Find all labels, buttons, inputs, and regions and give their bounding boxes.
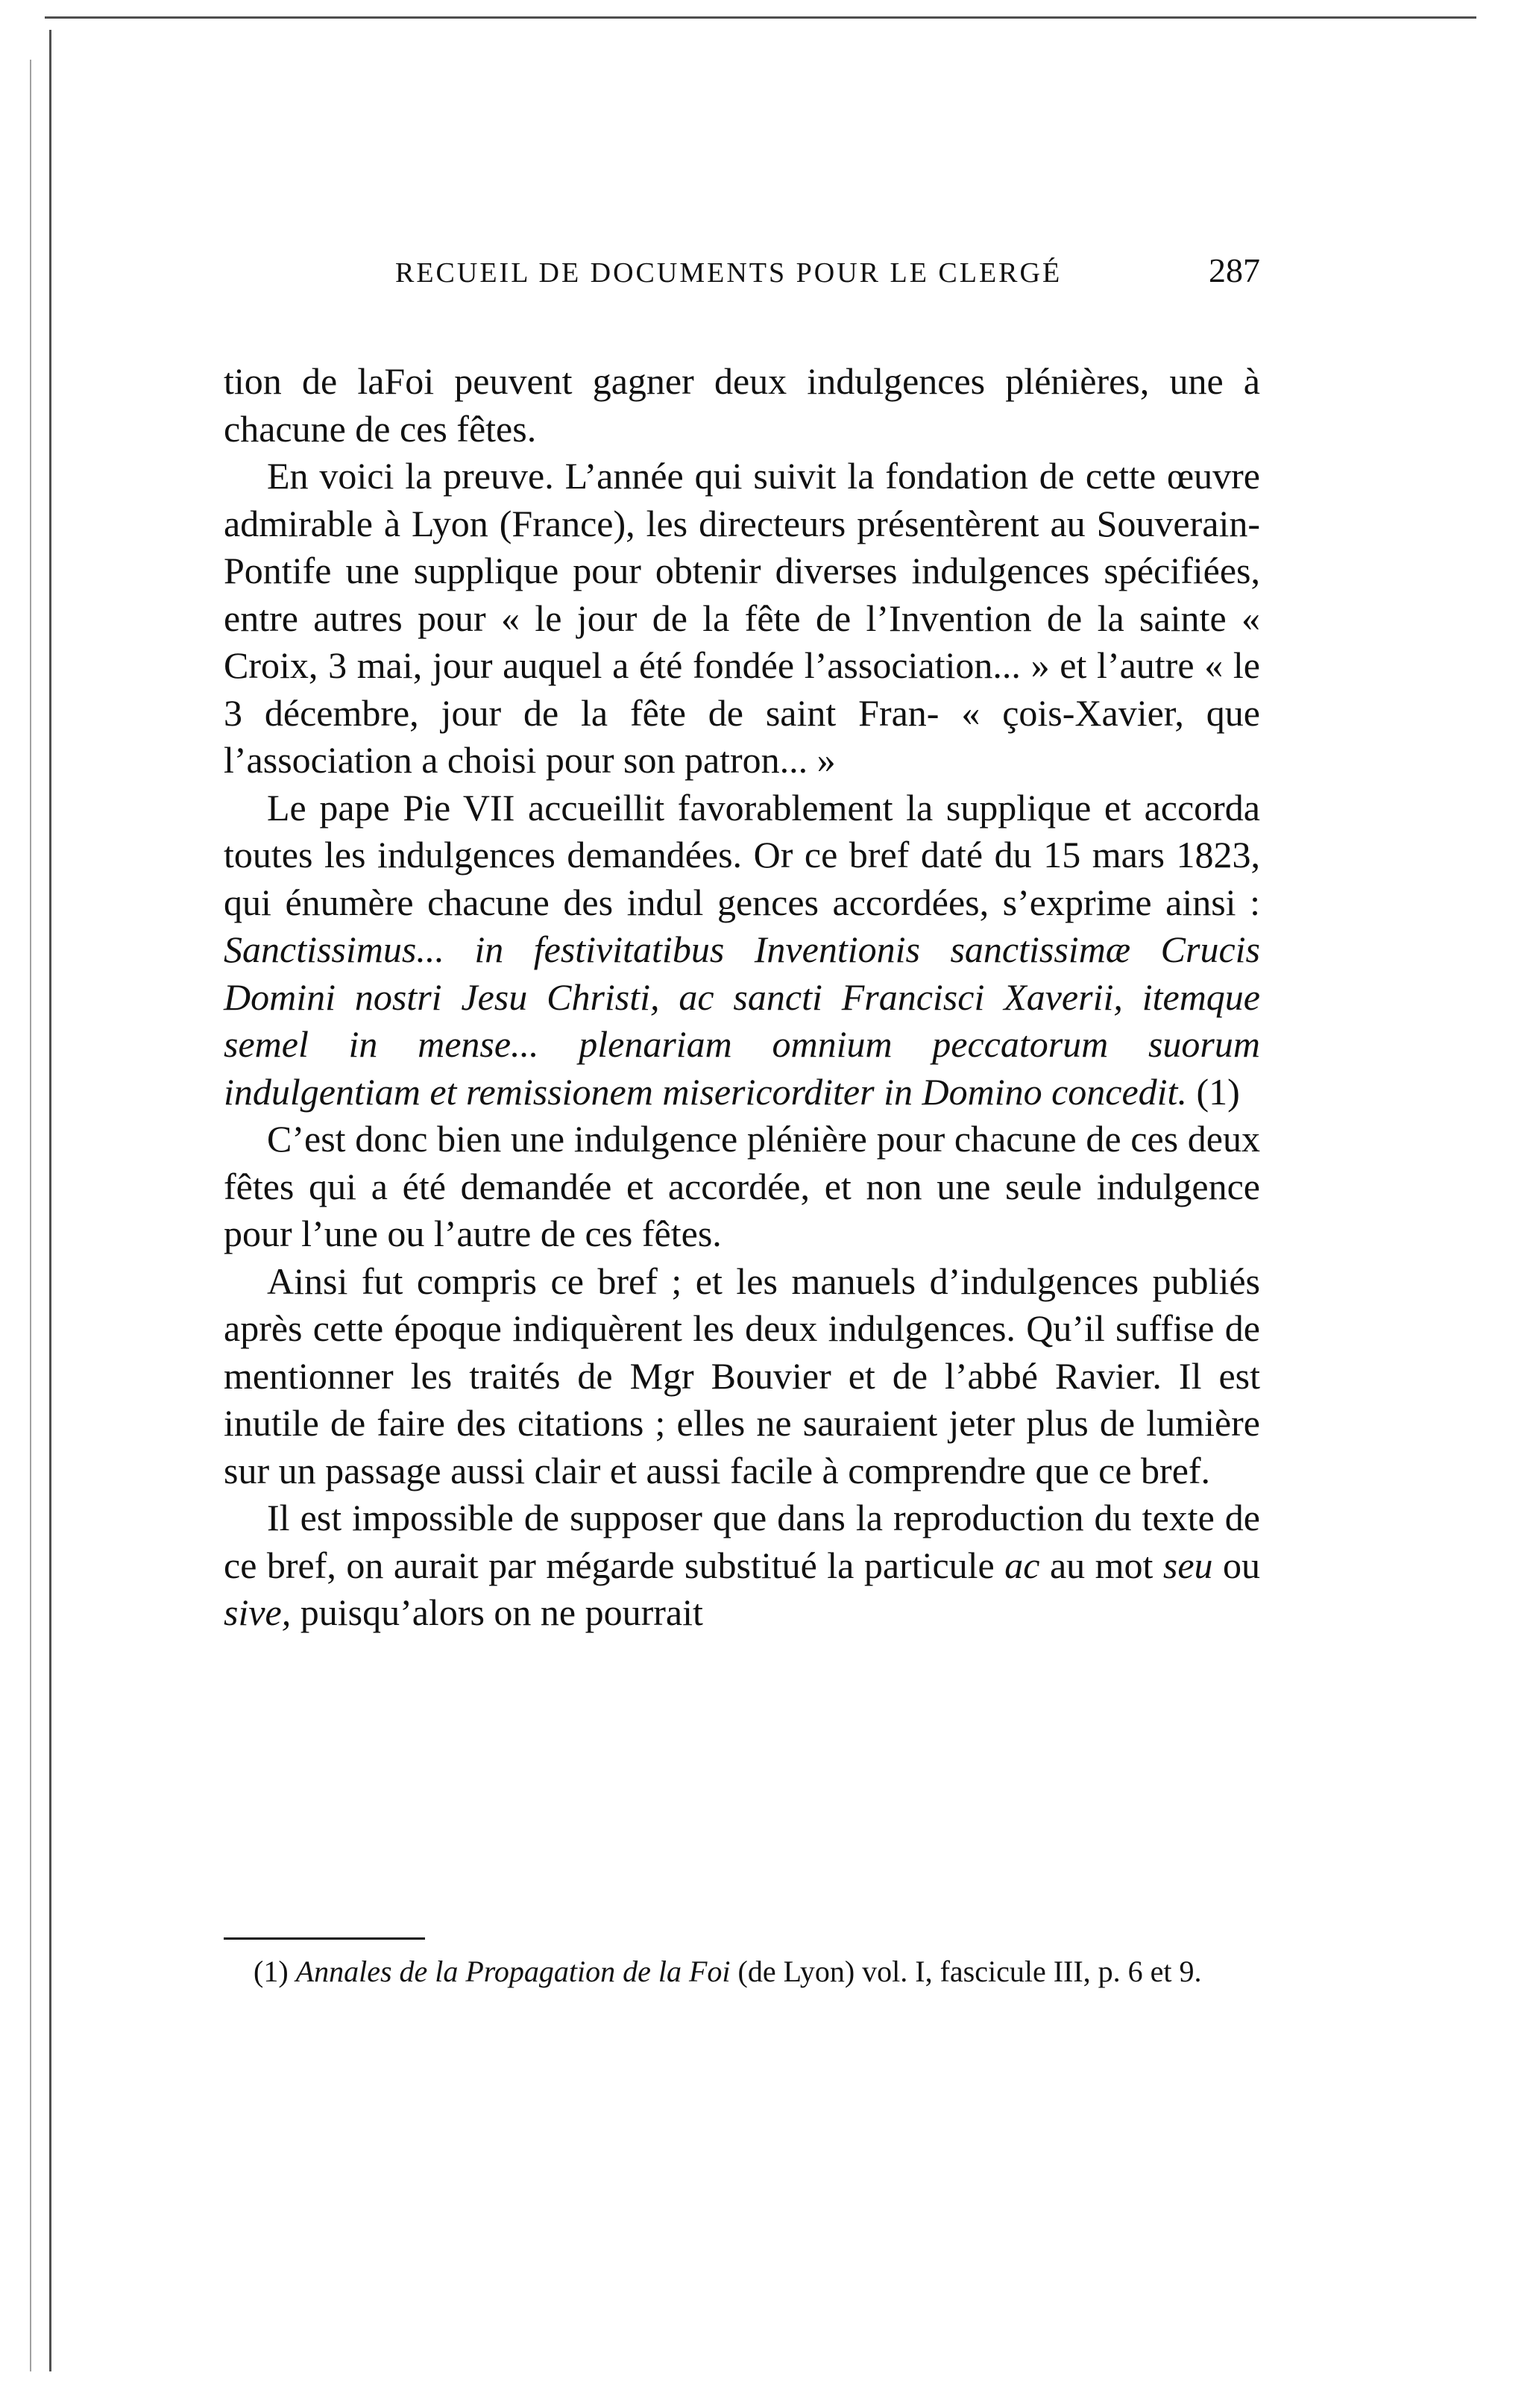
footnote-title: Annales de la Propagation de la Foi xyxy=(295,1955,731,1988)
scan-edge-left xyxy=(49,30,51,2371)
paragraph-2: En voici la preuve. L’année qui suivit la fondation de cette œuvre admirable à Lyon (France), les directeurs présentèrent au Souverain-Pontife une supplique pour obtenir diverses indulgences spécifiées, entre autres pour « le jour de la fête de l’Invention de la sainte « Croix, 3 mai, jour auquel a été fondée l’association... » et l’autre « le 3 décembre, jour de la fête de saint Fran- « çois-Xavier, que l’association a choisi pour son patron... » xyxy=(224,455,1260,781)
scan-edge-top xyxy=(45,16,1476,19)
latin-quote: Sanctissimus... in festivitatibus Inventionis sanctissimæ Crucis Domini nostri Jesu Christi, ac sancti Francisci Xaverii, itemque semel in mense... plenariam omnium peccatorum suorum indulgentiam et remissionem misericorditer in Domino concedit. xyxy=(224,928,1260,1113)
paragraph-6-part-d: puisqu’alors on ne pourrait xyxy=(300,1591,703,1633)
footnote-rest: (de Lyon) vol. I, fascicule III, p. 6 et 9. xyxy=(737,1955,1202,1988)
paragraph-3 xyxy=(224,785,1260,1116)
paragraph-3-intro: Le pape Pie VII accueillit favorablement la supplique et accorda toutes les indulgences demandées. Or ce bref daté du 15 mars 1823, qui énumère chacune des indul gences accordées, s’exprime ainsi : xyxy=(224,786,1260,923)
word-ac: ac xyxy=(1004,1544,1040,1586)
word-seu: seu xyxy=(1162,1544,1213,1586)
page-header xyxy=(395,251,1260,290)
paragraph-6-part-a: Il est impossible de supposer que dans la reproduction du texte de ce bref, on aurait par mégarde substitué la particule xyxy=(224,1497,1260,1586)
page-number: 287 xyxy=(1209,251,1260,289)
paragraph-6-part-c: ou xyxy=(1223,1544,1261,1586)
body-text xyxy=(224,358,1260,1637)
footnote-marker: (1) xyxy=(254,1955,289,1988)
word-sive: sive, xyxy=(224,1591,292,1633)
paragraph-5: Ainsi fut compris ce bref ; et les manuels d’indulgences publiés après cette époque indiquèrent les deux indulgences. Qu’il suffise de mentionner les traités de Mgr Bouvier et de l’abbé Ravier. Il est inutile de faire des citations ; elles ne sauraient jeter plus de lumière sur un passage aussi clair et aussi facile à comprendre que ce bref. xyxy=(224,1260,1260,1491)
footnote-rule xyxy=(224,1937,425,1940)
footnote xyxy=(224,1952,1260,1991)
paragraph-6-part-b: au mot xyxy=(1049,1544,1154,1586)
footnote-reference: (1) xyxy=(1196,1070,1240,1113)
paragraph-1: tion de laFoi peuvent gagner deux indulgences plénières, une à chacune de ces fêtes. xyxy=(224,360,1260,450)
paragraph-6 xyxy=(224,1494,1260,1637)
running-head: RECUEIL DE DOCUMENTS POUR LE CLERGÉ xyxy=(395,257,1063,289)
paragraph-4: C’est donc bien une indulgence plénière pour chacune de ces deux fêtes qui a été demandée et accordée, et non une seule indulgence pour l’une ou l’autre de ces fêtes. xyxy=(224,1118,1260,1254)
scan-edge-left-shadow xyxy=(30,60,31,2371)
